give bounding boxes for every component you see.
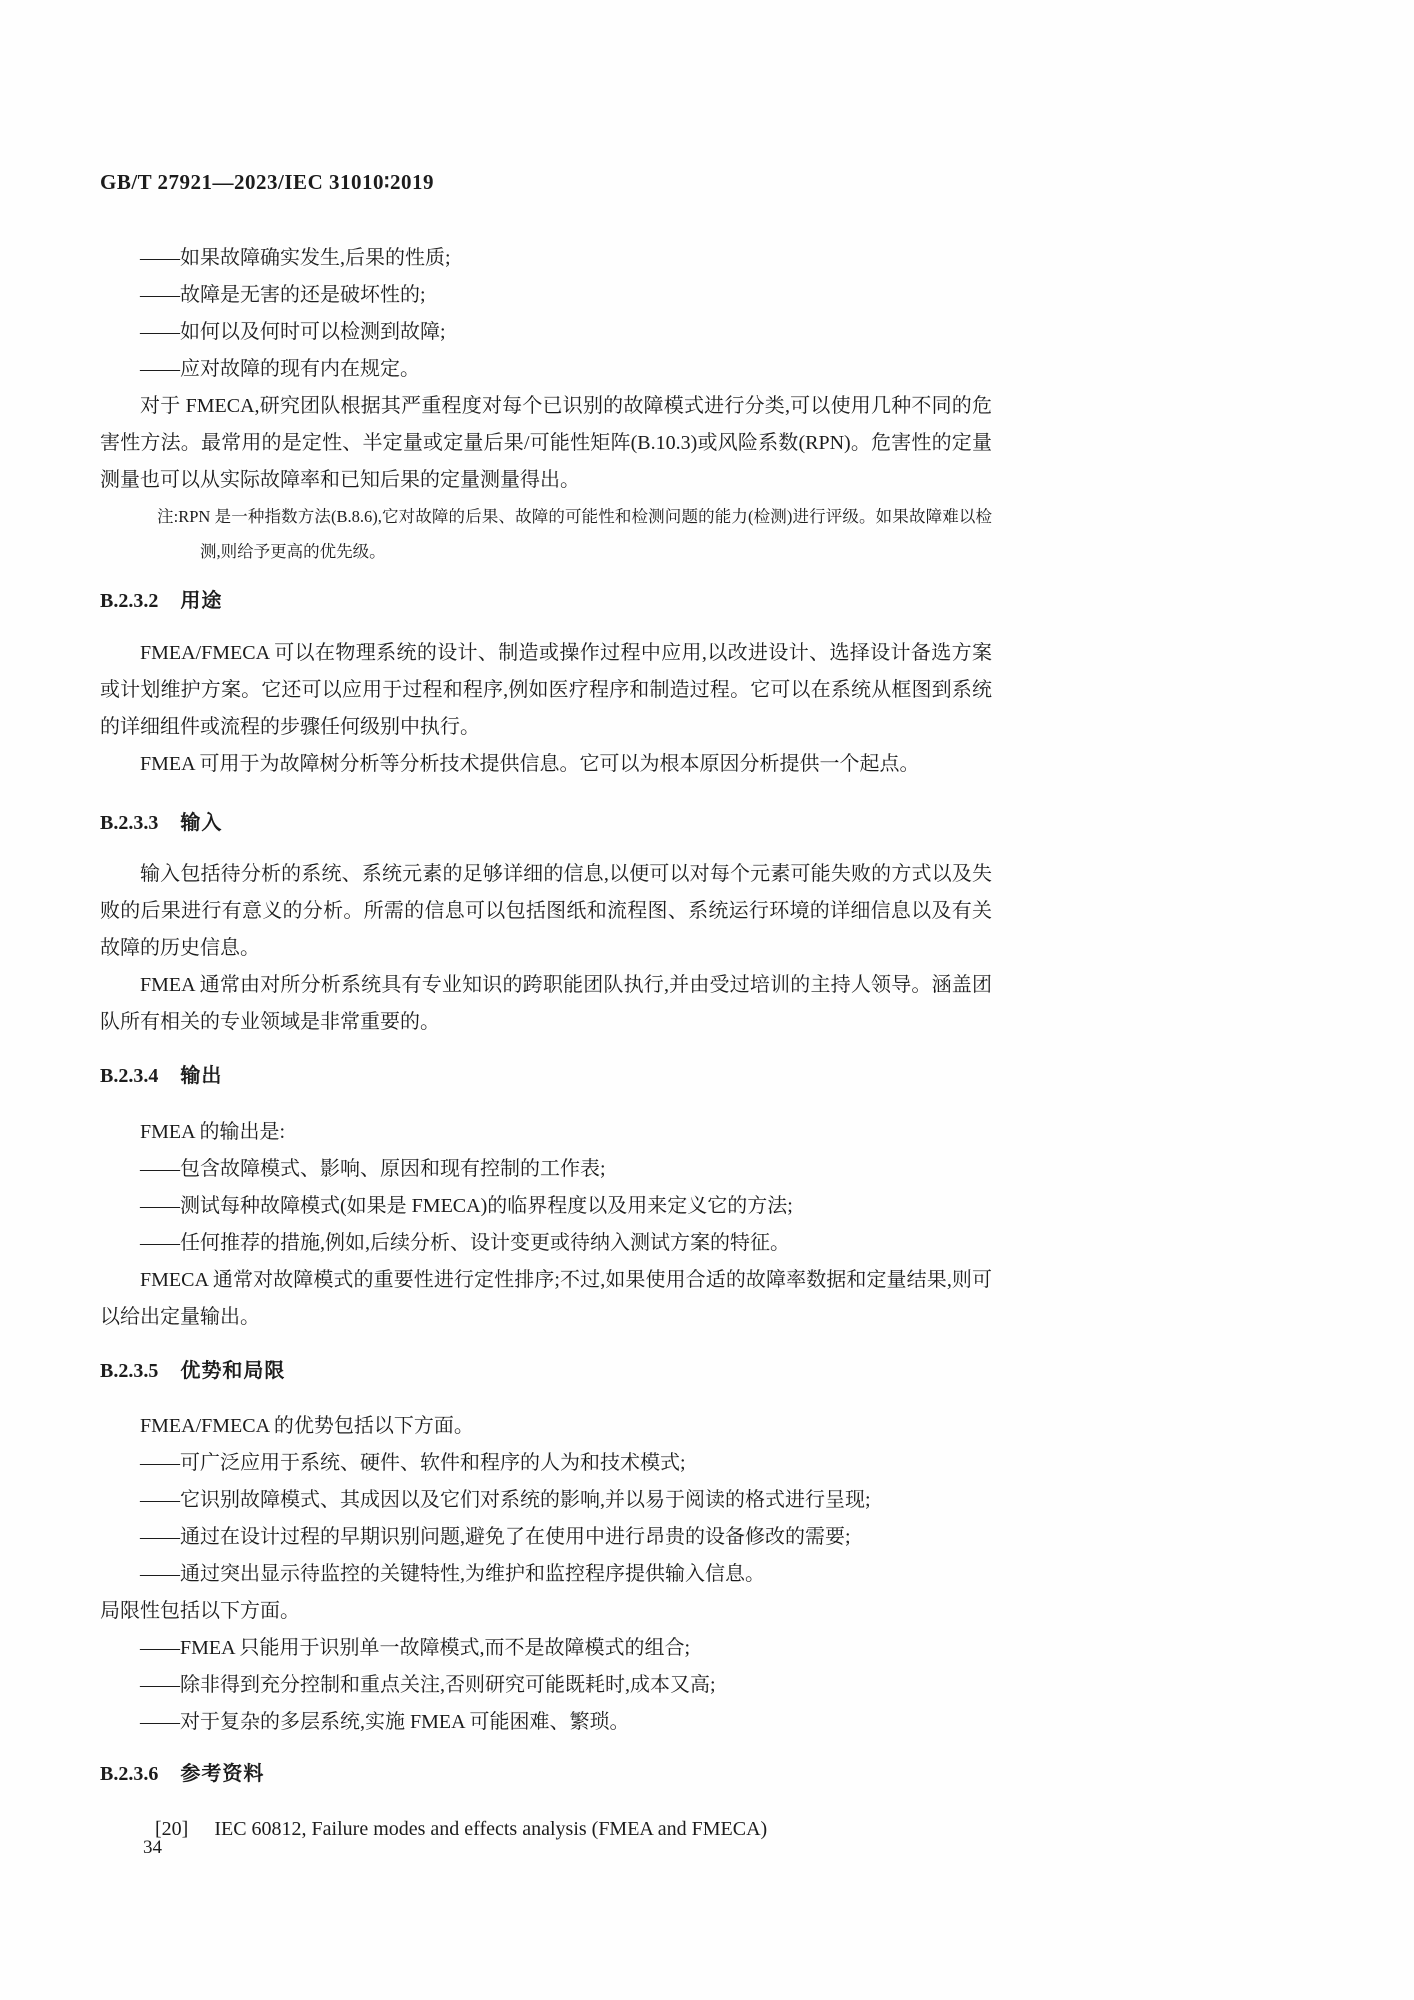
paragraph: 输入包括待分析的系统、系统元素的足够详细的信息,以便可以对每个元素可能失败的方式以及失败的后果进行有意义的分析。所需的信息可以包括图纸和流程图、系统运行环境的详细信息以及有关故障的历史信息。	[100, 863, 992, 959]
section-title: 用途	[180, 590, 223, 612]
page-content	[100, 168, 992, 1848]
dash-list-item: ——如果故障确实发生,后果的性质;	[140, 247, 451, 269]
reference-tag: [20]	[155, 1818, 189, 1840]
dash-list-item: ——包含故障模式、影响、原因和现有控制的工作表;	[140, 1158, 606, 1180]
paragraph: FMEA/FMECA 可以在物理系统的设计、制造或操作过程中应用,以改进设计、选择设计备选方案或计划维护方案。它还可以应用于过程和程序,例如医疗程序和制造过程。它可以在系统从框图到系统的详细组件或流程的步骤任何级别中执行。	[100, 642, 992, 738]
dash-list-item: ——对于复杂的多层系统,实施 FMEA 可能困难、繁琐。	[140, 1711, 630, 1733]
dash-list-item: ——除非得到充分控制和重点关注,否则研究可能既耗时,成本又高;	[140, 1674, 716, 1696]
section-number: B.2.3.5	[100, 1360, 159, 1382]
section-title: 输出	[180, 1065, 223, 1087]
dash-list-item: ——测试每种故障模式(如果是 FMECA)的临界程度以及用来定义它的方法;	[140, 1195, 793, 1217]
dash-list-item: ——应对故障的现有内在规定。	[140, 358, 420, 380]
section-heading-b236	[100, 1756, 992, 1793]
lead-sentence: FMEA/FMECA 的优势包括以下方面。	[140, 1415, 474, 1437]
reference-entry	[100, 1811, 992, 1848]
section-number: B.2.3.4	[100, 1065, 159, 1087]
section-title: 优势和局限	[180, 1360, 286, 1382]
section-number: B.2.3.2	[100, 590, 159, 612]
section-number: B.2.3.6	[100, 1763, 159, 1785]
paragraph: FMEA 可用于为故障树分析等分析技术提供信息。它可以为根本原因分析提供一个起点。	[140, 753, 920, 775]
dash-list-item: ——通过在设计过程的早期识别问题,避免了在使用中进行昂贵的设备修改的需要;	[140, 1526, 851, 1548]
note-rpn: 注:RPN 是一种指数方法(B.8.6),它对故障的后果、故障的可能性和检测问题的能力(检测)进行评级。如果故障难以检测,则给予更高的优先级。	[157, 507, 992, 561]
dash-list-item: ——通过突出显示待监控的关键特性,为维护和监控程序提供输入信息。	[140, 1563, 765, 1585]
dash-list-item: ——可广泛应用于系统、硬件、软件和程序的人为和技术模式;	[140, 1452, 686, 1474]
lead-sentence: FMEA 的输出是:	[140, 1121, 286, 1143]
paragraph-fmeca-criticality: 对于 FMECA,研究团队根据其严重程度对每个已识别的故障模式进行分类,可以使用几种不同的危害性方法。最常用的是定性、半定量或定量后果/可能性矩阵(B.10.3)或风险系数(RPN)。危害性的定量测量也可以从实际故障率和已知后果的定量测量得出。	[100, 395, 992, 491]
lead-sentence-limits: 局限性包括以下方面。	[100, 1600, 300, 1622]
dash-list-item: ——FMEA 只能用于识别单一故障模式,而不是故障模式的组合;	[140, 1637, 691, 1659]
section-number: B.2.3.3	[100, 812, 159, 834]
dash-list-item: ——任何推荐的措施,例如,后续分析、设计变更或待纳入测试方案的特征。	[140, 1232, 790, 1254]
paragraph: FMEA 通常由对所分析系统具有专业知识的跨职能团队执行,并由受过培训的主持人领导。涵盖团队所有相关的专业领域是非常重要的。	[100, 974, 992, 1033]
standard-code-header: GB/T 27921—2023/IEC 31010∶2019	[100, 170, 434, 194]
dash-list-item: ——如何以及何时可以检测到故障;	[140, 321, 446, 343]
section-title: 参考资料	[180, 1763, 265, 1785]
section-heading-b232	[100, 583, 992, 620]
page-number: 34	[143, 1837, 162, 1858]
dash-list-item: ——它识别故障模式、其成因以及它们对系统的影响,并以易于阅读的格式进行呈现;	[140, 1489, 871, 1511]
paragraph: FMECA 通常对故障模式的重要性进行定性排序;不过,如果使用合适的故障率数据和定量结果,则可以给出定量输出。	[100, 1269, 992, 1328]
dash-list-item: ——故障是无害的还是破坏性的;	[140, 284, 426, 306]
reference-text: IEC 60812, Failure modes and effects analysis (FMEA and FMECA)	[214, 1818, 768, 1840]
section-title: 输入	[180, 812, 223, 834]
section-heading-b235	[100, 1353, 992, 1390]
section-heading-b233	[100, 805, 992, 842]
section-heading-b234	[100, 1058, 992, 1095]
